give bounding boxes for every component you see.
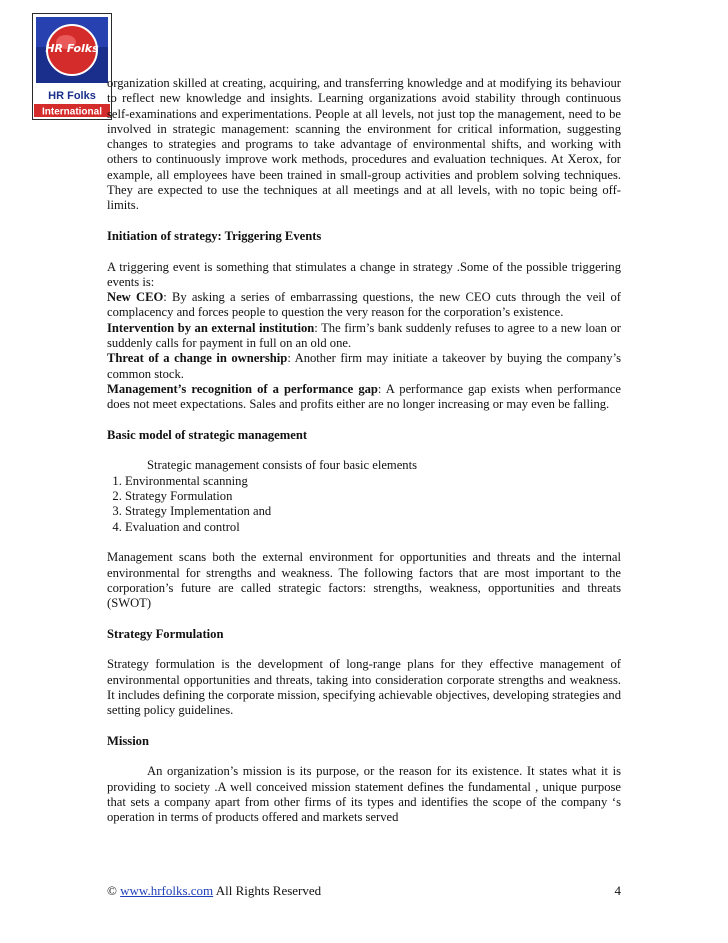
heading-strategy-formulation: Strategy Formulation (107, 626, 224, 641)
event-text: : A performance gap exists when performance does not meet expectations. Sales and profits either are no longer increasing or may even be falling. (107, 381, 621, 412)
page-footer (107, 883, 621, 899)
event-text: : The firm’s bank suddenly refuses to agree to a new loan or suddenly calls for payment in full on an old one. (107, 320, 621, 351)
page-number: 4 (614, 883, 621, 898)
hr-folks-logo (32, 13, 112, 120)
heading-triggering-events: Initiation of strategy: Triggering Events (107, 228, 322, 243)
rights-text: All Rights Reserved (215, 883, 322, 898)
heading-mission: Mission (107, 733, 149, 748)
logo-graphic (33, 14, 111, 119)
event-new-ceo (107, 290, 621, 321)
event-text: : Another firm may initiate a takeover by buying the company’s common stock. (107, 351, 621, 381)
event-term: New CEO (107, 290, 164, 305)
list-item: 3. Strategy Implementation and (125, 504, 621, 519)
event-external-intervention (107, 321, 621, 352)
logo-caption-line2: International (41, 106, 103, 118)
event-term: Threat of a change in ownership (107, 351, 288, 366)
event-term: Intervention by an external institution (107, 320, 315, 335)
logo-ball-text: HR Folks (45, 42, 99, 55)
formulation-paragraph: Strategy formulation is the development of long-range plans for they effective management of environmental opportunities and threats, taking into consideration corporate strengths and weakness. It includes defining the corporate mission, specifying achievable objectives, developing strategies and setting policy guidelines. (107, 657, 621, 718)
basic-elements-list (107, 474, 621, 535)
event-term: Management’s recognition of a performance gap (107, 381, 378, 396)
event-ownership-threat (107, 351, 621, 382)
logo-caption-line1: HR Folks (48, 90, 96, 102)
event-performance-gap (107, 382, 621, 413)
list-item: 2. Strategy Formulation (125, 489, 621, 504)
page-content (107, 76, 621, 826)
basic-model-intro: Strategic management consists of four basic elements (147, 458, 417, 473)
triggering-intro: A triggering event is something that stimulates a change in strategy .Some of the possible triggering events is: (107, 259, 621, 289)
event-text: : By asking a series of embarrassing questions, the new CEO cuts through the veil of complacency and forces people to question the very reason for the corporation’s existence. (107, 290, 621, 320)
mission-paragraph: An organization’s mission is its purpose, or the reason for its existence. It states what it is providing to society .A well conceived mission statement defines the fundamental , unique purpose that sets a company apart from other firms of its types and identifies the scope of the company ‘s operation in terms of products offered and markets served (107, 764, 621, 825)
heading-basic-model: Basic model of strategic management (107, 427, 308, 442)
website-link[interactable]: www.hrfolks.com (120, 883, 214, 898)
intro-paragraph: organization skilled at creating, acquiring, and transferring knowledge and at modifying its behaviour to reflect new knowledge and insights. Learning organizations avoid stability through continuous self-examinations and experimentations. People at all levels, not just top the management, need to be involved in strategic management: scanning the environment for critical information, suggesting changes to strategies and programs to take advantage of environmental shifts, and working with others to continuously improve work methods, procedures and evaluation techniques. At Xerox, for example, all employees have been trained in small-group activities and problem solving techniques. They are expected to use the techniques at all meetings and at all levels, with no topic being off-limits. (107, 76, 621, 213)
swot-paragraph: Management scans both the external environment for opportunities and threats and the internal environmental for strengths and weakness. The following factors that are most important to the corporation’s future are called strategic factors: strengths, weakness, opportunities and threats (SWOT) (107, 550, 621, 611)
copyright-symbol: © (107, 883, 117, 898)
list-item: 1. Environmental scanning (125, 474, 621, 489)
footer-copyright (107, 883, 321, 899)
list-item: 4. Evaluation and control (125, 520, 621, 535)
